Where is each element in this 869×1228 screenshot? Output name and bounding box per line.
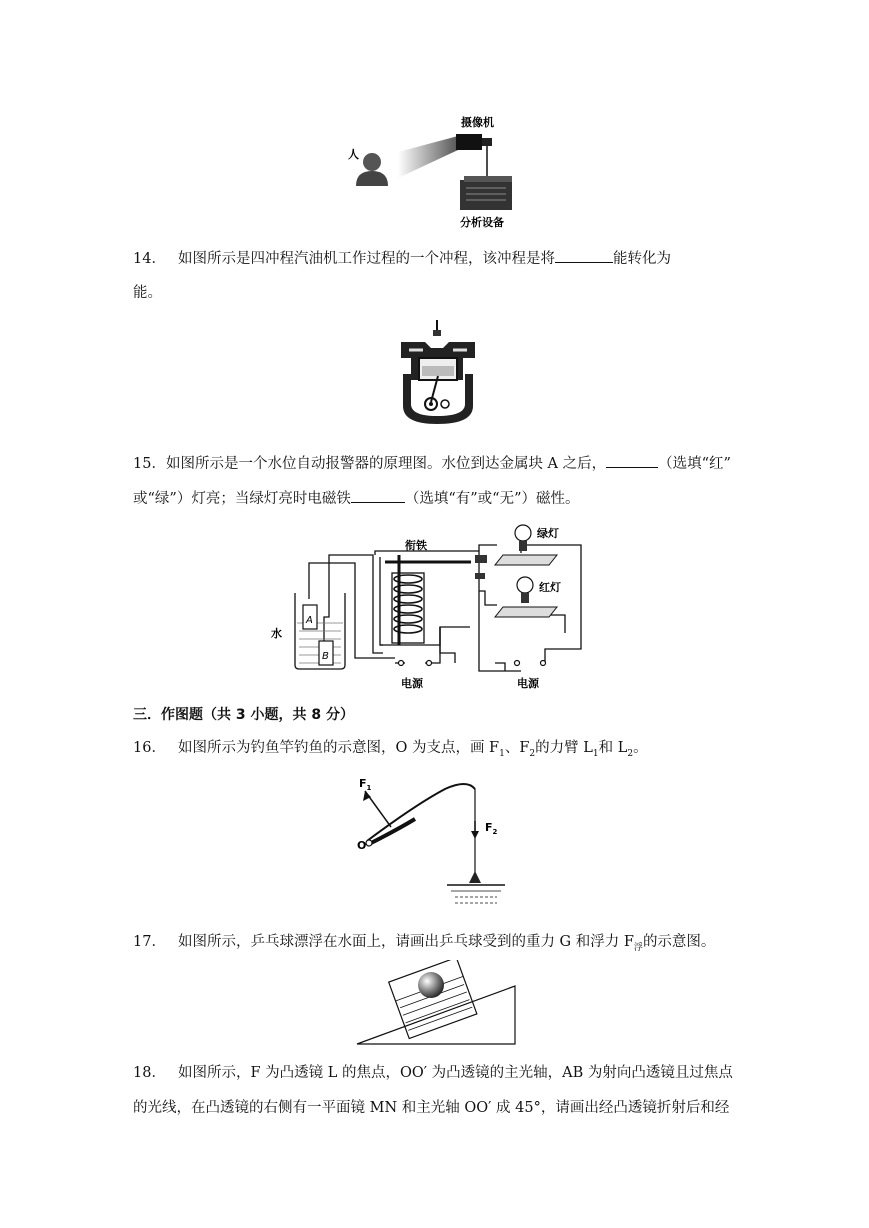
q14-text-b: 能转化为 (612, 251, 671, 267)
q16-line1 (133, 738, 648, 764)
block-a-label: A (306, 615, 313, 626)
q14-line2-text: 能。 (133, 285, 162, 301)
q15-blank-2[interactable] (351, 488, 405, 503)
camera-icon (456, 134, 492, 180)
q17-text-b: 的示意图。 (642, 934, 716, 950)
q15-text-a: 如图所示是一个水位自动报警器的原理图。水位到达金属块 A 之后， (165, 456, 607, 472)
q18-text-b: 的光线，在凸透镜的右侧有一平面镜 MN 和主光轴 OO′ 成 45°，请画出经凸透镜折射后和经 (133, 1100, 730, 1116)
o-label: O (357, 839, 367, 852)
q14-blank-1[interactable] (555, 248, 613, 263)
q18-number: 18． (133, 1065, 166, 1081)
analysis-device-icon (460, 176, 512, 210)
q15-blank-1[interactable] (606, 453, 658, 468)
q15-number: 15． (133, 456, 166, 472)
q15-text-b: （选填“红” (658, 456, 731, 472)
ping-pong-ball (418, 972, 444, 998)
f2-label: $F_2$ (485, 821, 498, 836)
q16-text-e: 。 (633, 740, 648, 756)
q17-sub: 浮 (633, 942, 643, 953)
q15-line1 (133, 453, 731, 474)
q14-number: 14． (133, 251, 166, 267)
fishing-rod-figure (355, 775, 515, 915)
q17-line1 (133, 932, 715, 958)
q16-number: 16． (133, 740, 166, 756)
camera-label: 摄像机 (461, 116, 494, 129)
q17-number: 17． (133, 934, 166, 950)
q16-sub-4: 2 (627, 748, 634, 759)
person-icon (356, 153, 388, 186)
f1-label: $F_1$ (359, 777, 372, 792)
q15-text-d: （选填“有”或“无”）磁性。 (404, 491, 580, 507)
q16-sub-3: 1 (592, 748, 599, 759)
q16-sub-2: 2 (529, 748, 536, 759)
q16-text-d: 和 L (598, 740, 628, 756)
ping-pong-figure (355, 960, 520, 1048)
person-label: 人 (348, 148, 359, 161)
power-source-1-label: 电源 (401, 677, 423, 690)
block-b-label: B (322, 651, 329, 662)
q17-text-a: 如图所示，乒乓球漂浮在水面上，请画出乒乓球受到的重力 G 和浮力 F (177, 934, 634, 950)
q18-line2 (133, 1098, 729, 1118)
q14-line1 (133, 248, 671, 269)
q18-line1 (133, 1063, 733, 1083)
q14-line2 (133, 283, 162, 303)
q14-text-a: 如图所示是四冲程汽油机工作过程的一个冲程，该冲程是将 (177, 251, 555, 267)
q16-text-c: 的力臂 L (535, 740, 593, 756)
q16-sub-1: 1 (499, 748, 505, 759)
section-3-heading: 三．作图题（共 3 小题，共 8 分） (133, 707, 354, 723)
q15-text-c: 或“绿”）灯亮；当绿灯亮时电磁铁 (133, 491, 351, 507)
armature-label: 衔铁 (405, 539, 427, 552)
q16-text-a: 如图所示为钓鱼竿钓鱼的示意图，O 为支点，画 F (177, 740, 500, 756)
water-label: 水 (271, 627, 282, 640)
power-source-2-label: 电源 (517, 677, 539, 690)
q18-text-a: 如图所示，F 为凸透镜 L 的焦点，OO′ 为凸透镜的主光轴，AB 为射向凸透镜且过焦点 (177, 1065, 733, 1081)
camera-beam (398, 136, 458, 178)
water-container (389, 960, 477, 1039)
water-alarm-circuit (265, 515, 605, 693)
red-lamp-label: 红灯 (539, 581, 561, 594)
q15-line2 (133, 488, 579, 509)
green-lamp-label: 绿灯 (537, 527, 559, 540)
camera-system-figure (340, 108, 540, 233)
device-label: 分析设备 (460, 216, 504, 229)
engine-figure (395, 320, 485, 430)
q16-text-b: 、F (504, 740, 530, 756)
